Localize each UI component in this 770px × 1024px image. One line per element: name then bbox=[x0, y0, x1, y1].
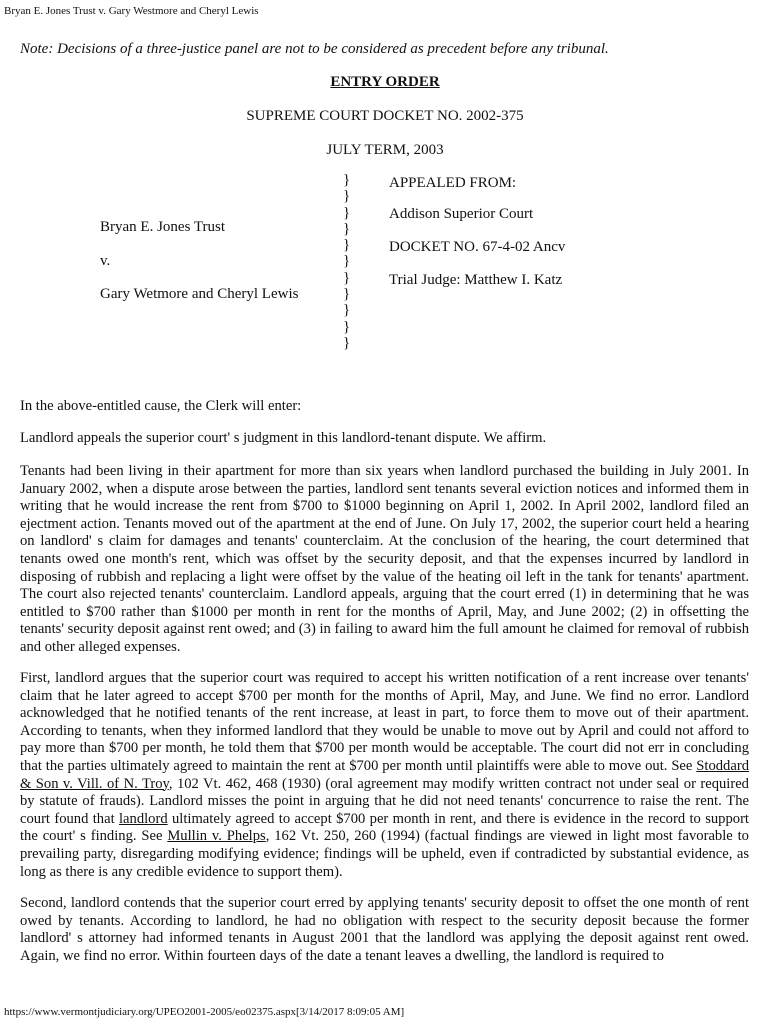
caption-brackets bbox=[343, 172, 350, 351]
paragraph-text: Tenants had been living in their apartment for more than six years when landlord purchased the building in July 2001. In January 2002, when a dispute arose between the parties, landlord sent tenants several eviction notices and informed them in writing that he would increase the rent from $700 to $1000 beginning on April 1, 2002. In April 2002, landlord filed an ejectment action. Tenants moved out of the apartment at the end of June. On July 17, 2002, the superior court held a hearing on landlord' s claim for damages and tenants' counterclaim. At the conclusion of the hearing, the court determined that tenants owed one month's rent, which was offset by the security deposit, and that the expenses incurred by landlord in disposing of rubbish and replacing a light were offset by the value of the heating oil left in the tank for tenants' apartment. The court also rejected tenants' counterclaim. Landlord appeals, arguing that the court erred (1) in determining that he was entitled to $700 rather than $1000 per month in rent for the months of April, May, and June 2002; (2) in offsetting the tenants' security deposit against rent owed; and (3) in failing to award him the full amount he claimed for removal of rubbish and other alleged expenses. bbox=[20, 463, 749, 655]
paragraph-clerk bbox=[20, 398, 749, 416]
text-run: ultimately agreed to accept $700 per month in rent, and there is evidence in the record to support the court' s finding. See bbox=[20, 810, 749, 845]
entry-order-title: ENTRY ORDER bbox=[330, 74, 440, 90]
paragraph-first-argument bbox=[20, 670, 749, 881]
term-line: JULY TERM, 2003 bbox=[326, 142, 444, 158]
case-citation-link[interactable]: Mullin v. Phelps bbox=[167, 828, 266, 845]
case-citation-link[interactable]: Stoddard & Son v. Vill. of N. Troy bbox=[20, 757, 749, 792]
bracket-line: } bbox=[343, 318, 351, 335]
paragraph-facts bbox=[20, 463, 749, 657]
bracket-line: } bbox=[343, 334, 351, 351]
bracket-line: } bbox=[343, 237, 351, 254]
bracket-line: } bbox=[343, 286, 351, 303]
bracket-line: } bbox=[343, 302, 351, 319]
paragraph-text: In the above-entitled cause, the Clerk will enter: bbox=[20, 398, 302, 414]
bracket-line: } bbox=[343, 188, 351, 205]
caption-trial-judge: Trial Judge: Matthew I. Katz bbox=[389, 272, 563, 288]
text-run: , 102 Vt. 462, 468 (1930) (oral agreement may modify written contract not under seal or required by statute of frauds). Landlord misses the point in arguing that he did not need tenants' concurrence to raise the rent. The court found that bbox=[20, 775, 749, 827]
caption-court: Addison Superior Court bbox=[389, 206, 534, 222]
page-footer-url: https://www.vermontjudiciary.org/UPEO2001-2005/eo02375.aspx[3/14/2017 8:09:05 AM] bbox=[4, 1006, 405, 1018]
caption-party2: Gary Wetmore and Cheryl Lewis bbox=[100, 286, 299, 302]
bracket-line: } bbox=[343, 172, 351, 188]
caption-docket-no: DOCKET NO. 67-4-02 Ancv bbox=[389, 239, 566, 255]
precedent-note: Note: Decisions of a three-justice panel are not to be considered as precedent before any tribunal. bbox=[20, 41, 609, 57]
bracket-line: } bbox=[343, 269, 351, 286]
caption-party1: Bryan E. Jones Trust bbox=[100, 219, 226, 235]
paragraph-text: Second, landlord contends that the superior court erred by applying tenants' security deposit to offset the one month of rent owed by tenants. According to landlord, he had no obligation with respect to the security deposit because the former landlord' s attorney had informed tenants in August 2001 that the landlord was applying the deposit against rent owed. Again, we find no error. Within fourteen days of the date a tenant leaves a dwelling, the landlord is required to bbox=[20, 895, 749, 964]
page-header: Bryan E. Jones Trust v. Gary Westmore and Cheryl Lewis bbox=[4, 5, 259, 17]
bracket-line: } bbox=[343, 220, 351, 237]
paragraph-summary bbox=[20, 430, 749, 448]
bracket-line: } bbox=[343, 204, 351, 221]
landlord-link[interactable]: landlord bbox=[119, 810, 168, 827]
docket-line: SUPREME COURT DOCKET NO. 2002-375 bbox=[246, 108, 524, 124]
caption-appealed-from: APPEALED FROM: bbox=[389, 175, 517, 191]
paragraph-second-argument bbox=[20, 895, 749, 965]
text-run: , 162 Vt. 250, 260 (1994) (factual findings are viewed in light most favorable to prevailing party, disregarding modifying evidence; findings will be upheld, even if contradicted by substantial evidence, as long as there is any credible evidence to support them). bbox=[20, 828, 749, 880]
bracket-line: } bbox=[343, 253, 351, 270]
paragraph-text: Landlord appeals the superior court' s judgment in this landlord-tenant dispute. We affirm. bbox=[20, 430, 547, 446]
text-run: First, landlord argues that the superior court was required to accept his written notification of a rent increase over tenants' claim that he later agreed to accept $700 per month for the months of April, May, and June. We find no error. Landlord acknowledged that he notified tenants of the rent increase, at least in part, to force them to move out of their apartment. According to tenants, when they informed landlord that they would be unable to move out by April and could not afford to pay more than $700 per month, he told them that $700 per month would be acceptable. The court did not err in concluding that the parties ultimately agreed to maintain the rent at $700 per month until plaintiffs were able to move out. See bbox=[20, 670, 749, 774]
paragraph-text bbox=[20, 670, 749, 881]
caption-versus: v. bbox=[100, 253, 111, 269]
